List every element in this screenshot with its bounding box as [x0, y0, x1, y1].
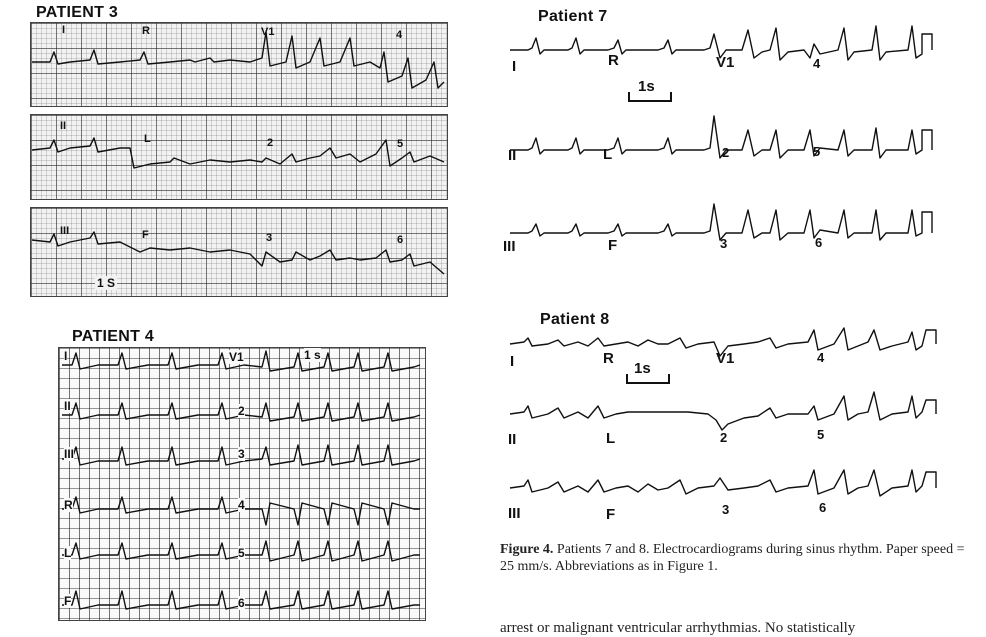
patient4-lead-4: 4 [238, 498, 245, 512]
patient4-lead-L: L [64, 546, 72, 560]
patient8-scale-label: 1s [634, 360, 651, 377]
patient3-lead-2: 2 [267, 137, 274, 149]
patient4-lead-V1: V1 [229, 350, 244, 364]
patient3-lead-3: 3 [266, 232, 273, 244]
patient7-lead-3: 3 [720, 236, 728, 251]
patient3-lead-L: L [144, 133, 151, 145]
patient7-lead-II: II [508, 147, 517, 164]
patient7-lead-5: 5 [813, 144, 821, 159]
patient7-lead-V1: V1 [716, 54, 735, 71]
patient8-lead-2: 2 [720, 430, 728, 445]
patient3-lead-4: 4 [396, 29, 403, 41]
patient8-lead-F: F [606, 506, 616, 523]
body-text-line: arrest or malignant ventricular arrhythmias. No statistically [500, 620, 856, 636]
patient7-title: Patient 7 [538, 8, 608, 25]
patient3-lead-II: II [60, 120, 67, 132]
patient8-lead-III: III [508, 505, 521, 522]
patient8-lead-6: 6 [819, 500, 827, 515]
patient3-lead-5: 5 [397, 138, 404, 150]
patient8-title: Patient 8 [540, 311, 610, 328]
patient3-title: PATIENT 3 [36, 4, 119, 21]
patient8-lead-L: L [606, 430, 616, 447]
patient3-lead-R: R [142, 25, 150, 37]
patient4-lead-I: I [64, 349, 68, 363]
patient4-lead-R: R [64, 498, 73, 512]
patient7-lead-I: I [512, 58, 517, 75]
patient8-lead-3: 3 [722, 502, 730, 517]
patient4-lead-II: II [64, 399, 71, 413]
patient7-lead-4: 4 [813, 56, 821, 71]
figure-caption-text: Patients 7 and 8. Electrocardiograms during sinus rhythm. Paper speed = 25 mm/s. Abbreviations as in Figure 1. [500, 542, 965, 574]
patient7-lead-2: 2 [722, 145, 730, 160]
patient8-lead-II: II [508, 431, 517, 448]
patient7-lead-III: III [503, 238, 516, 255]
patient3-lead-F: F [142, 229, 149, 241]
patient4-ecg-traces [58, 347, 424, 619]
patient3-lead-III: III [60, 225, 70, 237]
patient4-lead-3: 3 [238, 447, 245, 461]
patient8-lead-V1: V1 [716, 350, 735, 367]
patient7-lead-L: L [603, 146, 613, 163]
patient8-lead-R: R [603, 350, 614, 367]
figure-caption [500, 541, 970, 575]
patient7-scale-label: 1s [638, 78, 655, 95]
patient3-lead-V1: V1 [261, 26, 275, 38]
patient8-lead-5: 5 [817, 427, 825, 442]
patient3-ecg-traces [30, 22, 446, 297]
patient4-lead-2: 2 [238, 404, 245, 418]
figure-caption-label: Figure 4. [500, 542, 554, 557]
patient4-lead-F: F [64, 594, 72, 608]
patient3-scale-label: 1 S [97, 276, 116, 290]
patient8-lead-4: 4 [817, 350, 825, 365]
patient4-lead-III: III [64, 447, 75, 461]
patient3-lead-6: 6 [397, 234, 404, 246]
patient4-scale-label: 1 s [304, 348, 321, 362]
patient4-lead-6: 6 [238, 596, 245, 610]
patient3-lead-I: I [62, 24, 66, 36]
patient7-lead-R: R [608, 52, 619, 69]
patient7-lead-6: 6 [815, 235, 823, 250]
patient4-title: PATIENT 4 [72, 328, 155, 345]
patient8-lead-I: I [510, 353, 515, 370]
patient7-lead-F: F [608, 237, 618, 254]
patient4-lead-5: 5 [238, 546, 245, 560]
